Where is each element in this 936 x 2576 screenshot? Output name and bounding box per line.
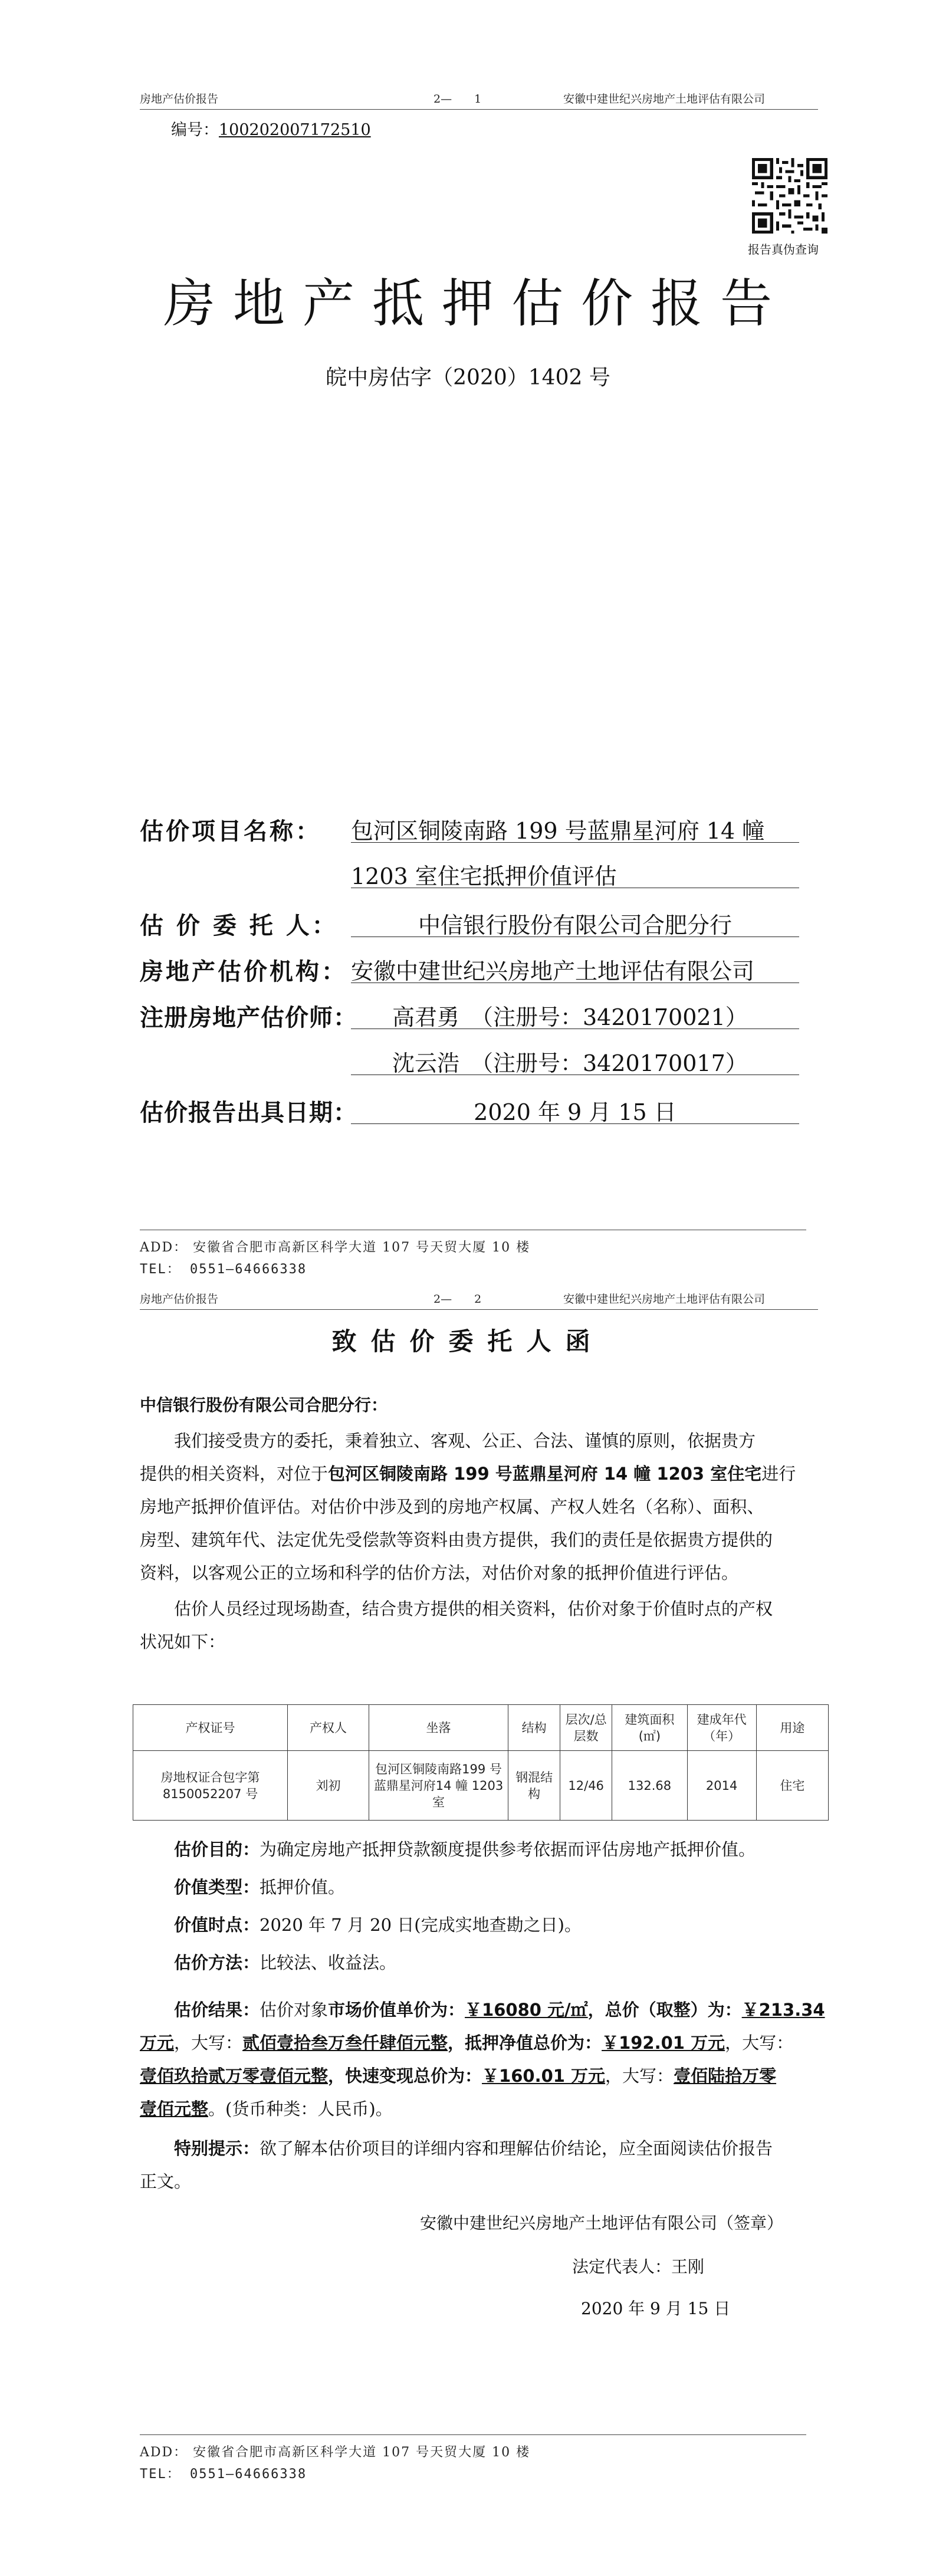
special-note	[140, 2132, 836, 2198]
date-underline	[351, 1123, 799, 1124]
para1-line-e: 资料，以客观公正的立场和科学的估价方法，对估价对象的抵押价值进行评估。	[140, 1563, 739, 1583]
qr-code-icon	[752, 158, 827, 234]
result-sep: ，	[587, 2000, 605, 2020]
note-text: 欲了解本估价项目的详细内容和理解估价结论，应全面阅读估价报告	[260, 2138, 773, 2158]
daxie-label-3: ，大写：	[605, 2066, 674, 2086]
letter-title: 致估价委托人函	[331, 1327, 605, 1356]
value-time-label: 价值时点：	[174, 1915, 260, 1935]
total-price-unit: 万元	[140, 2033, 175, 2053]
date-label: 估价报告出具日期：	[140, 1099, 357, 1126]
table-cell: 房地权证合包字第8150052207 号	[133, 1751, 288, 1821]
net-value-amount: ￥192.01 万元	[602, 2033, 725, 2053]
table-cell: 包河区铜陵南路199 号蓝鼎星河府14 幢 1203 室	[369, 1751, 508, 1821]
table-row	[133, 1751, 829, 1821]
table-cell: 12/46	[560, 1751, 612, 1821]
property-address: 包河区铜陵南路 199 号蓝鼎星河府 14 幢 1203 室住宅	[328, 1464, 762, 1484]
doc-number: 皖中房估字（2020）1402 号	[326, 366, 610, 390]
footer-tel-2: TEL： 0551—64666338	[140, 2467, 307, 2482]
para1-line-b	[140, 1457, 836, 1490]
unit-price-value: ￥16080 元/㎡	[465, 2000, 588, 2020]
client-label: 估 价 委 托 人：	[140, 912, 338, 939]
quick-sale-label: ，快速变现总价为：	[328, 2066, 482, 2086]
quick-sale-words-b: 壹佰元整	[140, 2099, 209, 2119]
table-cell: 钢混结构	[508, 1751, 560, 1821]
note-text-end: 正文。	[140, 2171, 192, 2191]
table-header: 坐落	[369, 1705, 508, 1751]
footer-rule-2	[140, 2434, 806, 2435]
client-value: 中信银行股份有限公司合肥分行	[418, 912, 732, 938]
method-value: 比较法、收益法。	[260, 1953, 397, 1973]
purpose-line	[174, 1833, 835, 1866]
daxie-label-2: ，大写：	[725, 2033, 794, 2053]
appraiser-label: 注册房地产估价师：	[140, 1004, 357, 1031]
result-line-4	[140, 2092, 836, 2125]
header-right: 安徽中建世纪兴房地产土地评估有限公司	[563, 93, 766, 106]
property-table	[133, 1704, 829, 1821]
para1-line-d: 房型、建筑年代、法定优先受偿款等资料由贵方提供，我们的责任是依据贵方提供的	[140, 1530, 773, 1550]
project-underline-1	[351, 842, 799, 843]
footer-tel-1: TEL： 0551—64666338	[140, 1262, 307, 1277]
daxie-label: ，大写：	[174, 2033, 243, 2053]
table-header: 产权证号	[133, 1705, 288, 1751]
table-cell: 2014	[687, 1751, 756, 1821]
note-label: 特别提示：	[174, 2138, 260, 2158]
signature-representative: 法定代表人：王刚	[572, 2257, 705, 2276]
header-right-2: 安徽中建世纪兴房地产土地评估有限公司	[563, 1293, 766, 1306]
appraiser-2: 沈云浩 （注册号：3420170017）	[392, 1050, 748, 1076]
project-value-line1: 包河区铜陵南路 199 号蓝鼎星河府 14 幢	[351, 818, 765, 844]
method-label: 估价方法：	[174, 1953, 260, 1973]
total-price-label: 总价（取整）为：	[605, 2000, 742, 2020]
header-rule-2	[140, 1309, 818, 1310]
qr-caption: 报告真伪查询	[748, 242, 819, 257]
valuation-details	[174, 1833, 835, 1979]
header-left: 房地产估价报告	[140, 93, 219, 106]
purpose-label: 估价目的：	[174, 1839, 260, 1859]
paragraph-2	[140, 1592, 836, 1658]
para2-line-a: 估价人员经过现场勘查，结合贵方提供的相关资料，估价对象于价值时点的产权	[174, 1599, 773, 1619]
agency-value: 安徽中建世纪兴房地产土地评估有限公司	[351, 958, 755, 984]
table-header: 产权人	[288, 1705, 369, 1751]
table-header: 用途	[756, 1705, 828, 1751]
signature-date: 2020 年 9 月 15 日	[581, 2299, 731, 2318]
para1-line-c: 房地产抵押价值评估。对估价中涉及到的房地产权属、产权人姓名（名称）、面积、	[140, 1497, 764, 1517]
total-price-words: 贰佰壹拾叁万叁仟肆佰元整	[242, 2033, 448, 2053]
table-header: 结构	[508, 1705, 560, 1751]
table-header-row	[133, 1705, 829, 1751]
serial-value: 100202007172510	[219, 121, 371, 139]
currency-note: 。(货币种类：人民币)。	[208, 2099, 393, 2119]
report-title: 房地产抵押估价报告	[163, 273, 790, 334]
result-line-2	[140, 2026, 836, 2059]
addressee: 中信银行股份有限公司合肥分行：	[140, 1395, 388, 1415]
quick-sale-amount: ￥160.01 万元	[482, 2066, 606, 2086]
quick-sale-words-a: 壹佰陆拾万零	[674, 2066, 777, 2086]
value-time-value: 2020 年 7 月 20 日(完成实地查勘之日)。	[260, 1915, 582, 1935]
header-left-2: 房地产估价报告	[140, 1293, 219, 1306]
header-rule	[140, 109, 818, 110]
result-line-3	[140, 2059, 836, 2092]
para1-line-a: 我们接受贵方的委托，秉着独立、客观、公正、合法、谨慎的原则，依据贵方	[174, 1431, 756, 1451]
serial-label: 编号：	[171, 121, 219, 139]
net-value-label: ，抵押净值总价为：	[448, 2033, 602, 2053]
table-header: 建筑面积(㎡)	[612, 1705, 687, 1751]
total-price-value: ￥213.34	[741, 2000, 825, 2020]
header-page-number-2: 2— 2	[433, 1293, 482, 1306]
agency-label: 房地产估价机构：	[140, 958, 347, 985]
value-type-line	[174, 1871, 835, 1904]
serial-number	[171, 117, 371, 140]
project-label: 估价项目名称：	[140, 818, 321, 845]
result-label: 估价结果：	[174, 2000, 260, 2020]
table-header: 建成年代（年）	[687, 1705, 756, 1751]
net-value-words: 壹佰玖拾贰万零壹佰元整	[140, 2066, 329, 2086]
valuation-result	[140, 1993, 836, 2125]
date-value: 2020 年 9 月 15 日	[474, 1099, 676, 1125]
para2-line-b: 状况如下：	[140, 1632, 226, 1652]
value-type-label: 价值类型：	[174, 1877, 260, 1897]
table-cell: 刘初	[288, 1751, 369, 1821]
value-time-line	[174, 1908, 835, 1941]
unit-price-label: 市场价值单价为：	[328, 2000, 465, 2020]
project-value-line2: 1203 室住宅抵押价值评估	[351, 863, 617, 889]
result-text: 估价对象	[260, 2000, 329, 2020]
para1-text: 提供的相关资料，对位于	[140, 1464, 329, 1484]
footer-address-1: ADD： 安徽省合肥市高新区科学大道 107 号天贸大厦 10 楼	[140, 1240, 531, 1255]
purpose-value: 为确定房地产抵押贷款额度提供参考依据而评估房地产抵押价值。	[260, 1839, 756, 1859]
table-cell: 132.68	[612, 1751, 687, 1821]
method-line	[174, 1946, 835, 1979]
table-cell: 住宅	[756, 1751, 828, 1821]
footer-address-2: ADD： 安徽省合肥市高新区科学大道 107 号天贸大厦 10 楼	[140, 2445, 531, 2460]
value-type-value: 抵押价值。	[260, 1877, 346, 1897]
header-page-number: 2— 1	[433, 93, 482, 106]
signature-company: 安徽中建世纪兴房地产土地评估有限公司（签章）	[420, 2213, 784, 2233]
table-header: 层次/总层数	[560, 1705, 612, 1751]
paragraph-1	[140, 1424, 836, 1589]
appraiser-1: 高君勇 （注册号：3420170021）	[392, 1004, 748, 1030]
result-line-1	[140, 1993, 836, 2026]
para1-text-end: 进行	[761, 1464, 796, 1484]
